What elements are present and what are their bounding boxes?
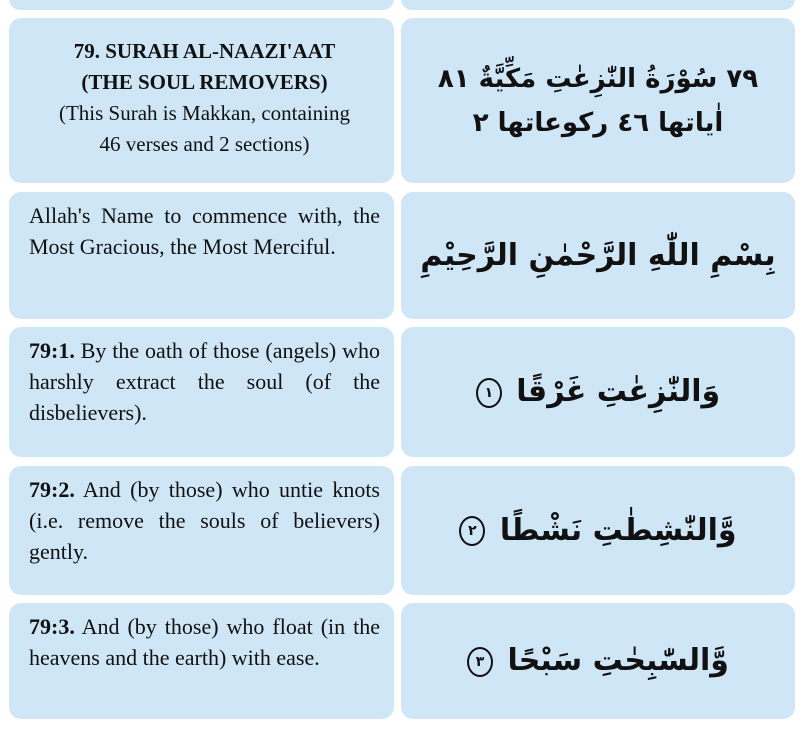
verse-text: And (by those) who untie knots (i.e. remove the souls of believers) gently.: [29, 477, 380, 564]
verse-english: [29, 474, 380, 567]
surah-description-2: 46 verses and 2 sections): [99, 132, 310, 156]
bismillah-arabic: بِسْمِ اللّٰهِ الرَّحْمٰنِ الرَّحِيْمِ: [420, 237, 776, 273]
surah-arabic-line-2: اٰياتها ٤٦ ركوعاتها ٢: [472, 107, 724, 138]
previous-card-english: [9, 0, 394, 10]
verse-number-marker: ٣: [467, 647, 493, 677]
bismillah-card: [9, 192, 394, 319]
verse-arabic: [476, 369, 720, 415]
verse-arabic-text: وَّالنّٰشِطٰتِ نَشْطًا: [499, 512, 737, 548]
verse-english: [29, 611, 380, 673]
verse-ref: 79:3.: [29, 614, 75, 639]
surah-header-arabic-card: [401, 18, 795, 183]
surah-header-arabic: [438, 57, 758, 145]
verse-arabic: [459, 508, 736, 554]
surah-header-card: [9, 18, 394, 183]
verse-arabic-card: [401, 466, 795, 595]
surah-header: [29, 36, 380, 160]
verse-card: [9, 603, 394, 719]
surah-subtitle: (THE SOUL REMOVERS): [81, 70, 328, 94]
verse-card: [9, 466, 394, 595]
verse-card: [9, 327, 394, 457]
verse-text: By the oath of those (angels) who harshly extract the soul (of the disbelievers).: [29, 338, 380, 425]
verse-arabic-text: وَّالسّٰبِحٰتِ سَبْحًا: [507, 643, 729, 678]
surah-description-1: (This Surah is Makkan, containing: [58, 101, 351, 125]
verse-arabic-text: وَالنّٰزِعٰتِ غَرْقًا: [516, 374, 721, 409]
verse-arabic: [467, 638, 729, 684]
verse-number-marker: ١: [476, 378, 502, 408]
verse-number-marker: ٢: [459, 516, 485, 546]
bismillah-arabic-card: [401, 192, 795, 319]
verse-english: [29, 335, 380, 428]
surah-arabic-line-1: ٧٩ سُوْرَةُ النّٰزِعٰتِ مَكِّيَّةٌ ٨١: [437, 63, 759, 94]
previous-card-arabic: [401, 0, 795, 10]
verse-ref: 79:1.: [29, 338, 75, 363]
verse-arabic-card: [401, 603, 795, 719]
verse-arabic-card: [401, 327, 795, 457]
surah-title: 79. SURAH AL-NAAZI'AAT: [73, 39, 336, 63]
verse-ref: 79:2.: [29, 477, 75, 502]
bismillah-english: Allah's Name to commence with, the Most Gracious, the Most Merciful.: [29, 203, 380, 259]
verse-text: And (by those) who float (in the heavens and the earth) with ease.: [29, 614, 380, 670]
